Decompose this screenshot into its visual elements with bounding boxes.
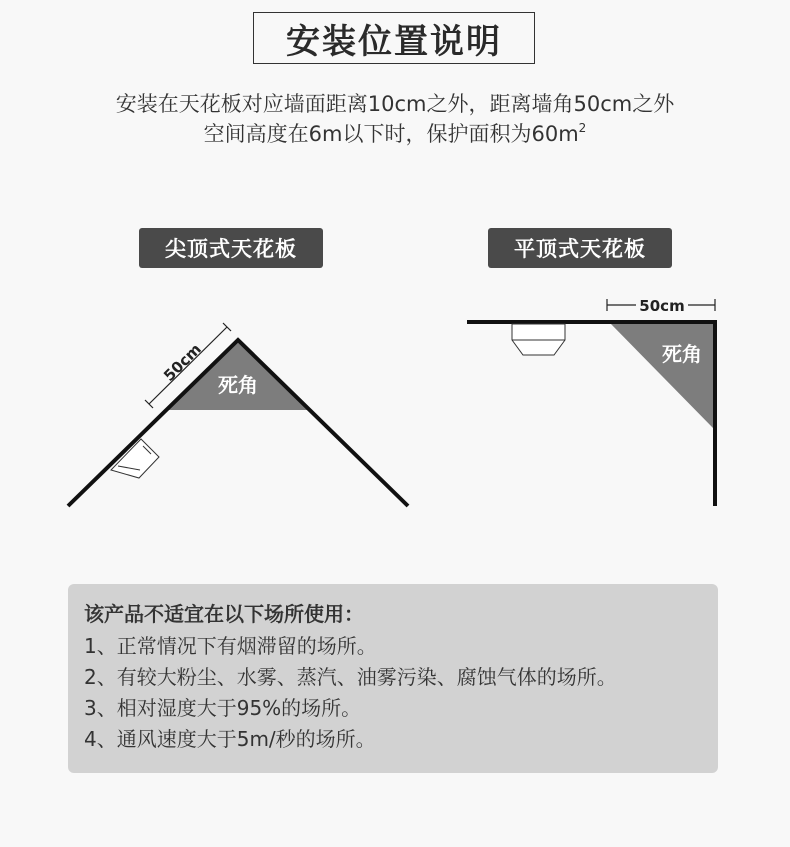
description-line-1: 安装在天花板对应墙面距离10cm之外，距离墙角50cm之外	[115, 92, 675, 116]
peak-ceiling-label: 尖顶式天花板	[139, 228, 323, 268]
notice-item: 1、正常情况下有烟滞留的场所。	[84, 634, 377, 658]
description-line-2-text: 空间高度在6m以下时，保护面积为60m	[203, 122, 579, 146]
peak-dead-zone-label: 死角	[218, 373, 258, 397]
notice-heading: 该产品不适宜在以下场所使用：	[84, 602, 364, 626]
notice-box	[68, 584, 718, 773]
flat-distance-label: 50cm	[639, 297, 685, 315]
flat-dead-zone	[609, 322, 713, 428]
flat-dead-zone-label: 死角	[662, 342, 702, 366]
flat-detector	[512, 324, 565, 355]
notice-item: 4、通风速度大于5m/秒的场所。	[84, 727, 376, 751]
notice-item: 3、相对湿度大于95%的场所。	[84, 696, 362, 720]
flat-ceiling-diagram	[467, 297, 715, 506]
notice-item: 2、有较大粉尘、水雾、蒸汽、油雾污染、腐蚀气体的场所。	[84, 665, 617, 689]
page-title: 安装位置说明	[253, 12, 535, 64]
flat-ceiling-label: 平顶式天花板	[488, 228, 672, 268]
superscript-2: 2	[578, 121, 587, 135]
peak-ceiling-diagram	[68, 323, 408, 506]
peak-distance-label: 50cm	[160, 340, 205, 385]
